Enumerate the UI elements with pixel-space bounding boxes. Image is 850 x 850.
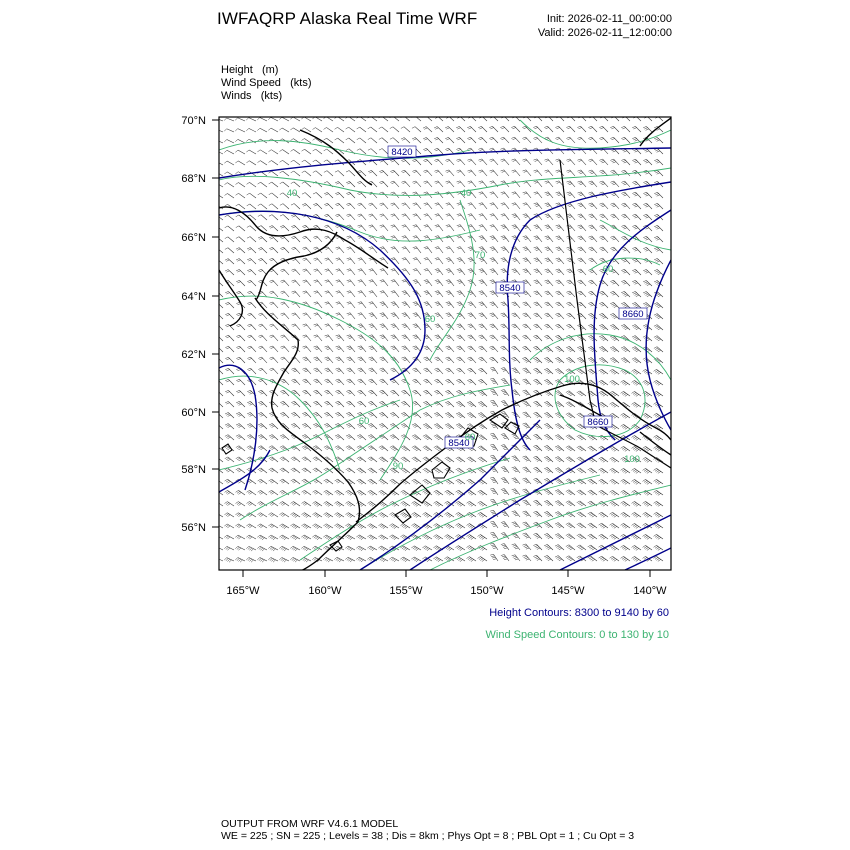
wind-label-5: 60 [358, 416, 370, 427]
lat-label-58: 58°N [181, 464, 206, 476]
wind-contour-labels [287, 188, 640, 472]
lon-label-155: 155°W [389, 585, 423, 597]
lat-axis [181, 115, 219, 534]
lon-label-145: 145°W [551, 585, 585, 597]
lon-label-150: 150°W [470, 585, 504, 597]
height-label-1: 8420 [391, 147, 413, 158]
wind-label-7: 100 [564, 374, 580, 385]
lat-label-62: 62°N [181, 349, 206, 361]
wind-label-10: 60 [464, 432, 476, 443]
lat-label-64: 64°N [181, 291, 206, 303]
wind-label-8: 100 [624, 454, 640, 465]
valid-time: Valid: 2026-02-11_12:00:00 [537, 27, 672, 39]
field-wind-speed: Wind Speed (kts) [221, 77, 312, 89]
lat-label-60: 60°N [181, 407, 206, 419]
wind-label-3: 70 [474, 250, 486, 261]
lon-label-140: 140°W [633, 585, 667, 597]
height-label-3: 8660 [622, 309, 644, 320]
wind-barbs [213, 115, 663, 562]
field-winds: Winds (kts) [221, 90, 283, 102]
lat-label-70: 70°N [181, 115, 206, 127]
map-title: IWFAQRP Alaska Real Time WRF [217, 9, 478, 28]
model-info-line2: WE = 225 ; SN = 225 ; Levels = 38 ; Dis = 8km ; Phys Opt = 8 ; PBL Opt = 1 ; Cu Opt = 3 [221, 830, 635, 842]
height-label-2: 8540 [499, 283, 521, 294]
height-label-5: 8540 [448, 438, 470, 449]
lat-label-68: 68°N [181, 173, 206, 185]
wind-label-9: 60 [602, 264, 614, 275]
lat-label-56: 56°N [181, 522, 206, 534]
lon-label-165: 165°W [226, 585, 260, 597]
model-info-line1: OUTPUT FROM WRF V4.6.1 MODEL [221, 818, 399, 830]
model-info [221, 818, 634, 842]
lat-label-66: 66°N [181, 232, 206, 244]
wind-contour-legend: Wind Speed Contours: 0 to 130 by 10 [485, 629, 669, 641]
lon-axis [226, 570, 667, 597]
wind-label-1: 40 [286, 188, 298, 199]
field-height: Height (m) [221, 64, 279, 76]
wind-label-2: 40 [460, 188, 472, 199]
height-label-4: 8660 [587, 417, 609, 428]
wind-label-6: 90 [392, 461, 404, 472]
init-time: Init: 2026-02-11_00:00:00 [546, 13, 672, 25]
lon-label-160: 160°W [308, 585, 342, 597]
wind-label-4: 60 [424, 314, 436, 325]
height-contour-legend: Height Contours: 8300 to 9140 by 60 [489, 607, 669, 619]
